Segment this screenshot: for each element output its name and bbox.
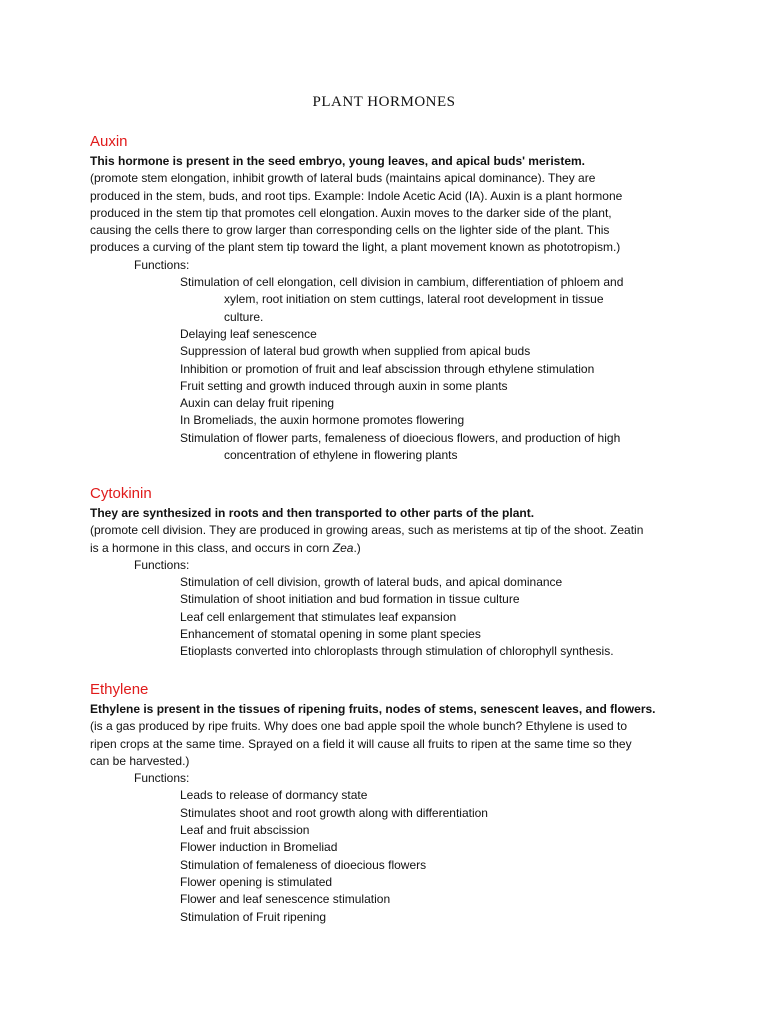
function-continuation: concentration of ethylene in flowering plants: [224, 448, 458, 463]
function-item: Stimulation of Fruit ripening: [180, 909, 327, 924]
function-item: Inhibition or promotion of fruit and leaf abscission through ethylene stimulation: [180, 361, 595, 376]
intro-line: can be harvested.): [90, 753, 190, 768]
intro-line: causing the cells there to grow larger than corresponding cells on the lighter side of the plant. This: [90, 223, 610, 238]
function-item: Leaf cell enlargement that stimulates leaf expansion: [180, 609, 457, 624]
function-continuation: xylem, root initiation on stem cuttings, lateral root development in tissue: [224, 292, 604, 307]
function-text: Stimulation of flower parts, femaleness of dioecious flowers, and production of high: [180, 430, 621, 445]
function-continuation: culture.: [224, 309, 264, 324]
functions-label: Functions:: [134, 771, 190, 786]
intro-text: is a hormone in this class, and occurs in corn: [90, 540, 333, 555]
intro-line: produced in the stem tip that promotes cell elongation. Auxin moves to the darker side of the plant,: [90, 205, 612, 220]
intro-line: [90, 540, 690, 557]
section-cytokinin: [90, 484, 690, 661]
function-item: Stimulation of shoot initiation and bud formation in tissue culture: [180, 592, 520, 607]
function-text: Stimulation of cell elongation, cell division in cambium, differentiation of phloem and: [180, 275, 624, 290]
function-item: Stimulation of cell division, growth of lateral buds, and apical dominance: [180, 575, 563, 590]
function-item: [180, 430, 690, 465]
intro-line: (promote cell division. They are produced in growing areas, such as meristems at tip of the shoot. Zeatin: [90, 523, 644, 538]
section-heading: Auxin: [90, 133, 128, 150]
functions-list: [180, 274, 690, 464]
function-item: In Bromeliads, the auxin hormone promotes flowering: [180, 413, 465, 428]
function-item: Delaying leaf senescence: [180, 326, 317, 341]
function-item: Leaf and fruit abscission: [180, 823, 310, 838]
section-intro: [90, 170, 690, 256]
section-intro: [90, 718, 690, 770]
section-heading: Ethylene: [90, 681, 149, 698]
function-item: Leads to release of dormancy state: [180, 788, 368, 803]
function-item: [180, 274, 690, 326]
functions-list: [180, 574, 690, 660]
functions-label: Functions:: [134, 557, 190, 572]
section-intro-bold: They are synthesized in roots and then transported to other parts of the plant.: [90, 506, 535, 520]
intro-line: produces a curving of the plant stem tip toward the light, a plant movement known as phototropism.): [90, 240, 621, 255]
intro-tail: .): [353, 540, 361, 555]
intro-line: ripen crops at the same time. Sprayed on a field it will cause all fruits to ripen at the same time so they: [90, 736, 632, 751]
section-intro: [90, 522, 690, 557]
intro-line: produced in the stem, buds, and root tips. Example: Indole Acetic Acid (IA). Auxin is a plant hormone: [90, 188, 623, 203]
function-item: Etioplasts converted into chloroplasts through stimulation of chlorophyll synthesis.: [180, 644, 614, 659]
function-item: Flower opening is stimulated: [180, 874, 333, 889]
function-item: Fruit setting and growth induced through auxin in some plants: [180, 378, 508, 393]
function-item: Flower induction in Bromeliad: [180, 840, 338, 855]
section-auxin: [90, 132, 690, 464]
function-item: Enhancement of stomatal opening in some plant species: [180, 627, 481, 642]
functions-list: [180, 787, 690, 925]
function-item: Auxin can delay fruit ripening: [180, 396, 335, 411]
intro-italic: Zea: [332, 540, 354, 555]
intro-line: (is a gas produced by ripe fruits. Why does one bad apple spoil the whole bunch? Ethylene is used to: [90, 719, 627, 734]
section-ethylene: [90, 680, 690, 926]
section-intro-bold: Ethylene is present in the tissues of ripening fruits, nodes of stems, senescent leaves, and flowers.: [90, 702, 656, 716]
function-item: Stimulates shoot and root growth along with differentiation: [180, 805, 488, 820]
function-item: Suppression of lateral bud growth when supplied from apical buds: [180, 344, 531, 359]
intro-line: (promote stem elongation, inhibit growth of lateral buds (maintains apical dominance). They are: [90, 171, 596, 186]
functions-label: Functions:: [134, 257, 190, 272]
function-item: Flower and leaf senescence stimulation: [180, 892, 391, 907]
function-item: Stimulation of femaleness of dioecious flowers: [180, 857, 427, 872]
section-heading: Cytokinin: [90, 485, 152, 502]
page-title: PLANT HORMONES: [312, 94, 456, 110]
section-intro-bold: This hormone is present in the seed embryo, young leaves, and apical buds' meristem.: [90, 154, 585, 168]
